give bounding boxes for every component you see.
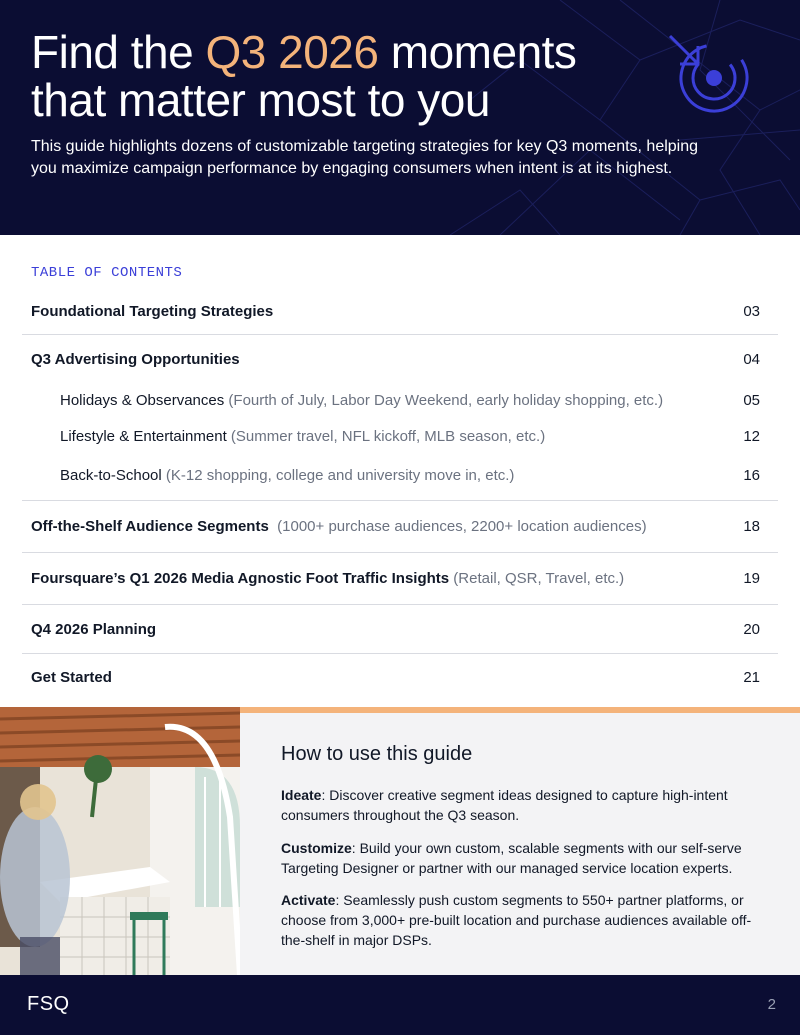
guide-step-customize (281, 838, 771, 878)
cafe-interior-image (0, 707, 240, 975)
toc-page-number: 20 (743, 620, 760, 638)
toc-item-title: Get Started (31, 668, 112, 686)
toc-item-title: Lifestyle & Entertainment (60, 427, 227, 445)
title-text: Find the (31, 26, 206, 78)
toc-item-note: (K-12 shopping, college and university move in, etc.) (161, 466, 515, 484)
toc-page-number: 03 (743, 302, 760, 320)
toc-item-title: Holidays & Observances (60, 391, 225, 409)
hero-banner (0, 0, 800, 235)
toc-subitem-lifestyle[interactable] (22, 418, 778, 454)
toc-item-q4-planning[interactable] (22, 605, 778, 653)
toc-heading: TABLE OF CONTENTS (31, 265, 183, 281)
title-text: moments (378, 26, 577, 78)
subtitle-line: you maximize campaign performance by engaging consumers when intent is at its highest. (31, 160, 673, 177)
toc-item-foot-traffic[interactable] (22, 553, 778, 604)
toc-item-title: Q3 Advertising Opportunities (31, 351, 240, 368)
page-number: 2 (767, 996, 776, 1013)
guide-title: How to use this guide (281, 743, 473, 765)
guide-step-ideate (281, 785, 771, 825)
title-accent: Q3 2026 (205, 26, 379, 78)
restaurant-photo (0, 707, 240, 975)
toc-item-foundational[interactable] (22, 288, 778, 334)
toc-item-audience-segments[interactable] (22, 501, 778, 552)
hero-subtitle (31, 136, 721, 180)
toc-page-number: 05 (743, 391, 760, 409)
toc-page-number: 04 (743, 351, 760, 368)
toc-subitem-holidays[interactable] (22, 382, 778, 418)
toc-page-number: 16 (743, 466, 760, 484)
toc-item-note: (Retail, QSR, Travel, etc.) (449, 570, 625, 587)
table-of-contents (22, 288, 778, 700)
guide-step-term: Customize (281, 840, 352, 856)
guide-step-text: : Build your own custom, scalable segments with our self-serve Targeting Designer or partner with our managed service location experts. (281, 840, 742, 876)
guide-step-activate (281, 890, 771, 950)
toc-item-title: Q4 2026 Planning (31, 620, 157, 638)
toc-item-note: (1000+ purchase audiences, 2200+ location audiences) (268, 518, 647, 535)
toc-item-title: Off-the-Shelf Audience Segments (31, 518, 269, 535)
page-footer (0, 975, 800, 1035)
fsq-logo: FSQ (27, 993, 70, 1015)
guide-step-term: Ideate (281, 787, 322, 803)
target-arrow-icon (662, 28, 754, 120)
toc-page-number: 21 (743, 668, 760, 686)
toc-item-get-started[interactable] (22, 654, 778, 700)
toc-page-number: 19 (743, 570, 760, 587)
subtitle-line: This guide highlights dozens of customizable targeting strategies for key Q3 moments, helping (31, 138, 699, 155)
toc-page-number: 18 (743, 518, 760, 535)
toc-item-title: Back-to-School (60, 466, 162, 484)
toc-item-note: (Summer travel, NFL kickoff, MLB season, etc.) (226, 427, 546, 445)
toc-item-q3-opportunities[interactable] (22, 335, 778, 382)
page-title (31, 28, 576, 124)
toc-item-title: Foursquare’s Q1 2026 Media Agnostic Foot Traffic Insights (31, 570, 450, 587)
toc-item-note: (Fourth of July, Labor Day Weekend, early holiday shopping, etc.) (224, 391, 664, 409)
toc-page-number: 12 (743, 427, 760, 445)
toc-subitem-back-to-school[interactable] (22, 454, 778, 500)
guide-step-text: : Seamlessly push custom segments to 550+ partner platforms, or choose from 3,000+ pre-built location and purchase audiences available off-the-shelf in major DSPs. (281, 892, 752, 948)
toc-item-title: Foundational Targeting Strategies (31, 302, 274, 320)
title-line-2: that matter most to you (31, 74, 490, 126)
guide-step-term: Activate (281, 892, 336, 908)
how-to-use-panel (240, 707, 800, 975)
guide-step-text: : Discover creative segment ideas designed to capture high-intent consumers throughout the Q3 season. (281, 787, 728, 823)
